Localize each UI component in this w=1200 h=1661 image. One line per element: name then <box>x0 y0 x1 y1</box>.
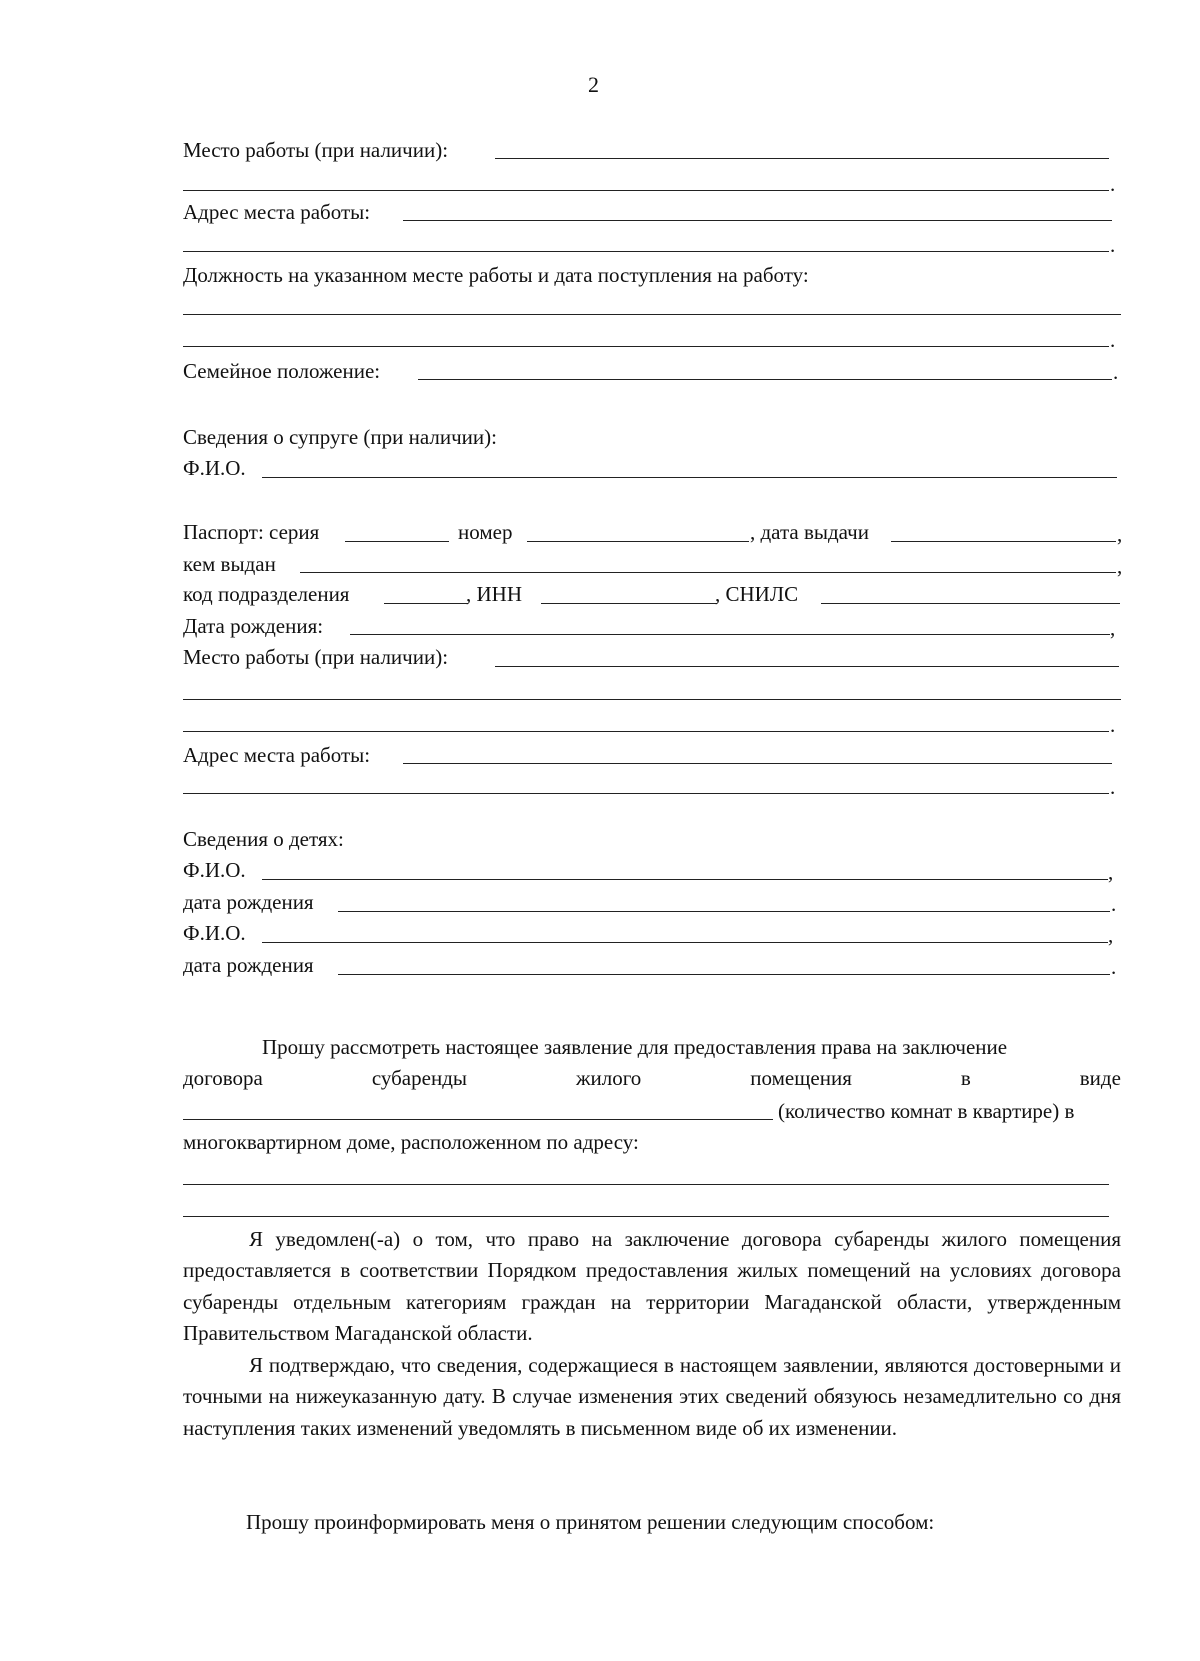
child2-fio-field[interactable] <box>262 942 1108 943</box>
passport-number-field[interactable] <box>527 541 749 542</box>
inn-field[interactable] <box>541 603 717 604</box>
punct-period: . <box>1111 892 1117 916</box>
inform-request: Прошу проинформировать меня о принятом решении следующим способом: <box>246 1510 935 1534</box>
work-position-label: Должность на указанном месте работы и дата поступления на работу: <box>183 263 809 287</box>
spouse-birth-field[interactable] <box>350 634 1110 635</box>
punct-period: . <box>1110 328 1116 352</box>
request-line-2 <box>183 1065 1121 1091</box>
request-word: договора <box>183 1066 263 1090</box>
confirm-paragraph: Я подтверждаю, что сведения, содержащиеся в настоящем заявлении, являются достоверными и точными на нижеуказанную дату. В случае изменения этих сведений обязуюсь незамедлительно со дня наступления таких изменений уведомлять в письменном виде об их изменении. <box>183 1353 1121 1440</box>
spouse-work-label: Место работы (при наличии): <box>183 645 449 669</box>
spouse-work-address-field[interactable] <box>403 763 1112 764</box>
work-position-field[interactable] <box>183 314 1121 315</box>
snils-field[interactable] <box>821 603 1120 604</box>
work-address-field-2[interactable] <box>183 251 1109 252</box>
child1-fio-field[interactable] <box>262 879 1108 880</box>
spouse-work-address-label: Адрес места работы: <box>183 743 371 767</box>
child2-fio-label: Ф.И.О. <box>183 921 246 945</box>
marital-field[interactable] <box>418 379 1112 380</box>
punct-period: . <box>1111 955 1117 979</box>
work-place-field[interactable] <box>495 158 1109 159</box>
passport-date-field[interactable] <box>891 541 1116 542</box>
punct-period: . <box>1110 172 1116 196</box>
spouse-birth-label: Дата рождения: <box>183 614 324 638</box>
passport-series-field[interactable] <box>345 541 449 542</box>
work-place-field-2[interactable] <box>183 190 1109 191</box>
spouse-fio-field[interactable] <box>262 477 1117 478</box>
punct-period: . <box>1110 233 1116 257</box>
punct-comma: , <box>1108 860 1114 884</box>
punct-period: . <box>1110 775 1116 799</box>
child1-fio-label: Ф.И.О. <box>183 858 246 882</box>
house-address-field[interactable] <box>183 1184 1109 1185</box>
punct-comma: , <box>1117 554 1123 578</box>
passport-date-label: , дата выдачи <box>750 520 869 544</box>
inn-label: , ИНН <box>466 582 522 606</box>
passport-series-label: Паспорт: серия <box>183 520 320 544</box>
rooms-count-label: (количество комнат в квартире) в <box>778 1099 1075 1123</box>
division-code-field[interactable] <box>384 603 468 604</box>
request-word: субаренды <box>371 1066 467 1090</box>
children-header: Сведения о детях: <box>183 827 344 851</box>
request-line-1: Прошу рассмотреть настоящее заявление для предоставления права на заключение <box>262 1035 1008 1059</box>
spouse-work-field-3[interactable] <box>183 731 1109 732</box>
house-address-field-2[interactable] <box>183 1216 1109 1217</box>
work-position-field-2[interactable] <box>183 346 1109 347</box>
request-word: в <box>960 1066 971 1090</box>
punct-comma: , <box>1110 616 1116 640</box>
marital-label: Семейное положение: <box>183 359 381 383</box>
request-word: жилого <box>575 1066 642 1090</box>
spouse-work-field[interactable] <box>495 666 1119 667</box>
notice-paragraph: Я уведомлен(-а) о том, что право на заключение договора субаренды жилого помещения предоставляется в соответствии Порядком предоставления жилых помещений на условиях договора субаренды отдельным категориям граждан на территории Магаданской области, утвержденным Правительством Магаданской области. <box>183 1227 1121 1345</box>
spouse-work-address-field-2[interactable] <box>183 793 1109 794</box>
child2-birth-field[interactable] <box>338 974 1110 975</box>
issued-by-label: кем выдан <box>183 552 276 576</box>
punct-comma: , <box>1117 522 1123 546</box>
issued-by-field[interactable] <box>300 572 1116 573</box>
punct-period: . <box>1110 713 1116 737</box>
passport-number-label: номер <box>458 520 513 544</box>
rooms-count-field[interactable] <box>183 1119 773 1120</box>
spouse-work-field-2[interactable] <box>183 699 1121 700</box>
page-number: 2 <box>588 72 599 97</box>
punct-comma: , <box>1108 923 1114 947</box>
spouse-header: Сведения о супруге (при наличии): <box>183 425 497 449</box>
child2-birth-label: дата рождения <box>183 953 314 977</box>
work-place-label: Место работы (при наличии): <box>183 138 449 162</box>
child1-birth-field[interactable] <box>338 911 1110 912</box>
punct-period: . <box>1113 360 1119 384</box>
request-word: виде <box>1079 1066 1121 1090</box>
child1-birth-label: дата рождения <box>183 890 314 914</box>
house-address-label: многоквартирном доме, расположенном по адресу: <box>183 1130 639 1154</box>
division-code-label: код подразделения <box>183 582 350 606</box>
work-address-label: Адрес места работы: <box>183 200 371 224</box>
snils-label: , СНИЛС <box>715 582 799 606</box>
spouse-fio-label: Ф.И.О. <box>183 456 246 480</box>
work-address-field[interactable] <box>403 220 1112 221</box>
request-word: помещения <box>750 1066 852 1090</box>
